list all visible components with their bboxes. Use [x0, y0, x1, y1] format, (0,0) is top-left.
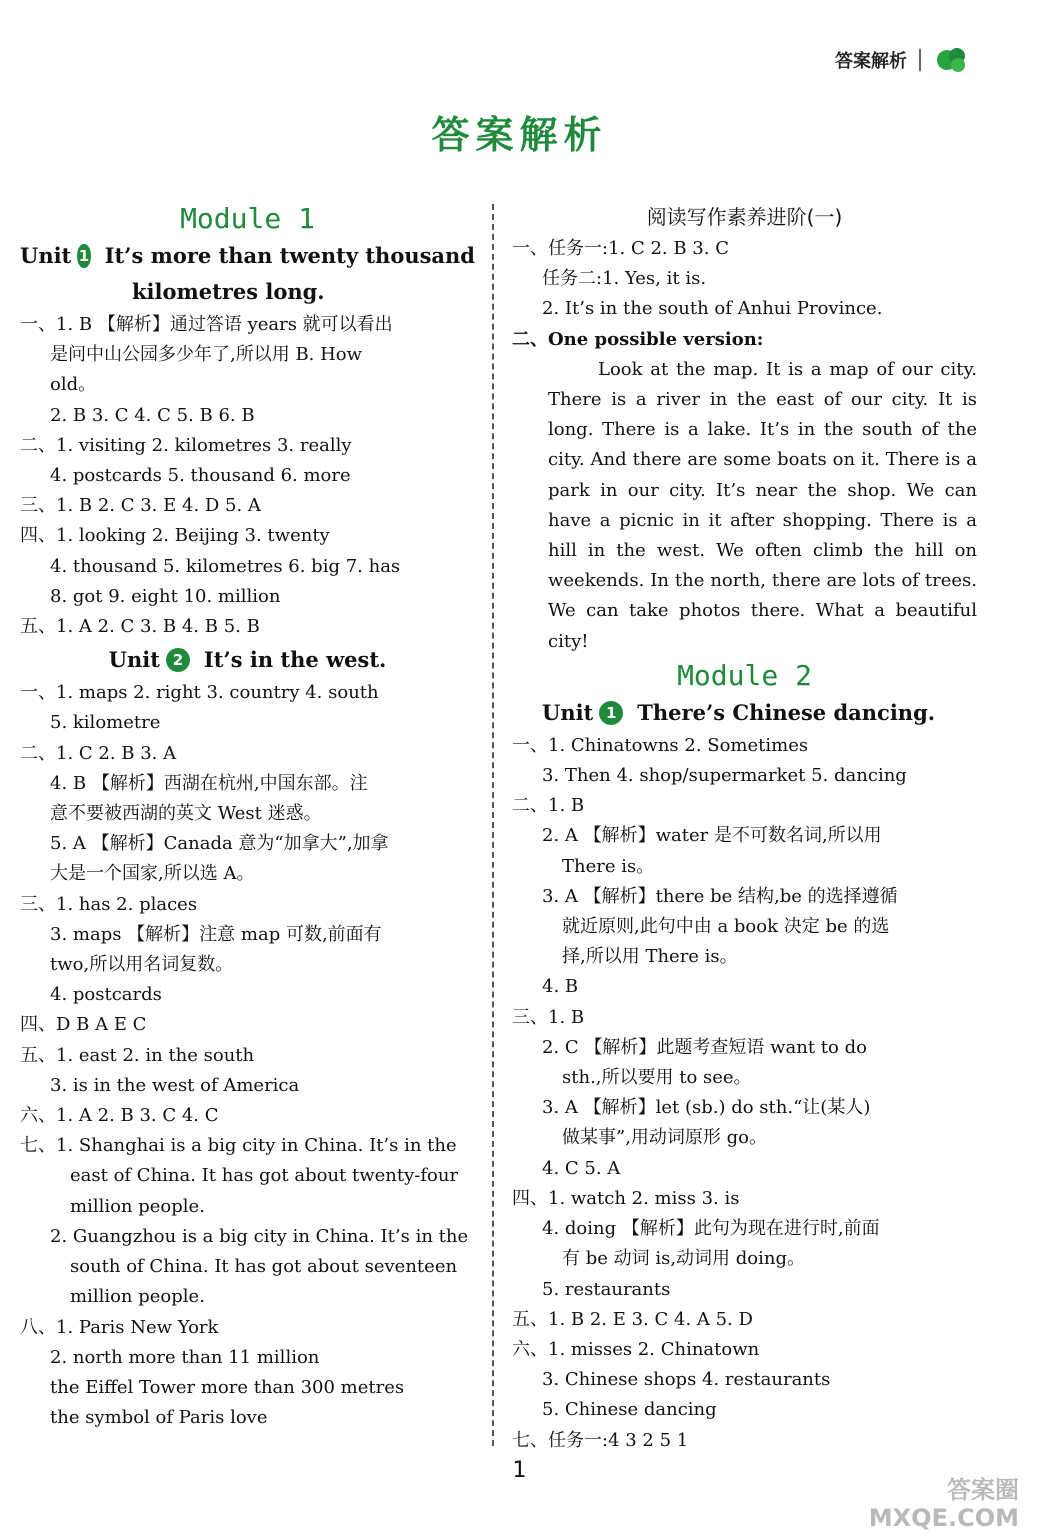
answer-line: 三、1. has 2. places: [20, 893, 198, 915]
answer-line: 2. A 【解析】water 是不可数名词,所以用: [542, 825, 882, 847]
answer-line: 2. B 3. C 4. C 5. B 6. B: [50, 404, 255, 426]
answer-line: 五、1. east 2. in the south: [20, 1044, 255, 1066]
answer-line: 3. maps 【解析】注意 map 可数,前面有: [50, 923, 382, 945]
answer-line: 2. C 【解析】此题考查短语 want to do: [542, 1036, 867, 1058]
answer-line: 3. A 【解析】there be 结构,be 的选择遵循: [542, 885, 898, 907]
answer-line: 三、1. B 2. C 3. E 4. D 5. A: [20, 495, 261, 517]
unit-number-badge: 2: [166, 648, 190, 672]
answer-line: 大是一个国家,所以选 A。: [50, 863, 255, 885]
answer-line: 六、1. A 2. B 3. C 4. C: [20, 1105, 219, 1127]
answer-line: 一、1. B 【解析】通过答语 years 就可以看出: [20, 314, 393, 335]
answer-line: 4. B: [542, 976, 579, 998]
page-header: [835, 44, 969, 76]
answer-line: 一、1. Chinatowns 2. Sometimes: [512, 734, 809, 756]
answer-line: 八、1. Paris New York: [20, 1316, 219, 1338]
answer-line: 有 be 动词 is,动词用 doing。: [562, 1248, 806, 1270]
answer-line: 4. thousand 5. kilometres 6. big 7. has: [50, 555, 401, 577]
answer-line: 3. Chinese shops 4. restaurants: [542, 1369, 831, 1391]
answer-line: 3. is in the west of America: [50, 1074, 300, 1096]
answer-line: 二、1. B: [512, 795, 585, 817]
module-2-unit-1-heading: Unit 1 There’s Chinese dancing.: [542, 699, 936, 725]
answer-line: 二、1. C 2. B 3. A: [20, 742, 177, 764]
version-label: 二、One possible version:: [512, 328, 764, 350]
answer-line: 四、D B A E C: [20, 1014, 147, 1036]
answer-line: sth.,所以要用 to see。: [562, 1067, 752, 1089]
answer-line: 五、1. A 2. C 3. B 4. B 5. B: [20, 616, 260, 638]
answer-line: 5. Chinese dancing: [542, 1399, 717, 1421]
answer-line: 2. It’s in the south of Anhui Province.: [542, 298, 883, 320]
answer-line: 四、1. watch 2. miss 3. is: [512, 1187, 740, 1209]
leaf-logo-icon: [933, 46, 969, 74]
answer-line: 4. doing 【解析】此句为现在进行时,前面: [542, 1218, 880, 1240]
answer-line: 七、1. Shanghai is a big city in China. It’s in the: [20, 1135, 457, 1157]
answer-line: 4. postcards 5. thousand 6. more: [50, 465, 351, 487]
right-column: [512, 200, 977, 1456]
unit-2-heading: Unit 2 It’s in the west.: [108, 647, 387, 673]
answer-line: 3. A 【解析】let (sb.) do sth.“让(某人): [542, 1097, 871, 1119]
answer-line: 4. postcards: [50, 984, 162, 1006]
answer-line: 做某事”,用动词原形 go。: [562, 1127, 768, 1149]
answer-line: the Eiffel Tower more than 300 metres: [50, 1376, 405, 1398]
page-number: 1: [512, 1458, 527, 1483]
answer-line: 三、1. B: [512, 1006, 585, 1028]
watermark: 答案圈 MXQE.COM: [868, 1476, 1019, 1532]
answer-line: 5. kilometre: [50, 712, 161, 734]
unit-number-badge: 1: [77, 244, 90, 268]
module-1-heading: Module 1: [180, 202, 315, 235]
unit-1-heading: Unit 1 It’s more than twenty thousand: [20, 243, 475, 268]
answer-line: 任务二:1. Yes, it is.: [542, 268, 707, 290]
answer-line: 4. B 【解析】西湖在杭州,中国东部。注: [50, 772, 368, 794]
answer-line: million people.: [70, 1286, 205, 1308]
left-column: [20, 200, 475, 1433]
answer-line: south of China. It has got about seventeen: [70, 1256, 458, 1278]
reading-writing-heading: 阅读写作素养进阶(一): [646, 205, 843, 229]
answer-line: 4. C 5. A: [542, 1157, 621, 1179]
header-title: 答案解析: [835, 51, 907, 72]
answer-line: 六、1. misses 2. Chinatown: [512, 1338, 760, 1360]
answer-line: 七、任务一:4 3 2 5 1: [512, 1429, 689, 1451]
answer-line: 3. Then 4. shop/supermarket 5. dancing: [542, 765, 907, 787]
answer-line: 意不要被西湖的英文 West 迷惑。: [50, 803, 322, 825]
answer-line: east of China. It has got about twenty-four: [70, 1165, 459, 1187]
answer-line: 五、1. B 2. E 3. C 4. A 5. D: [512, 1308, 753, 1330]
answer-line: 一、任务一:1. C 2. B 3. C: [512, 238, 729, 259]
answer-line: 一、1. maps 2. right 3. country 4. south: [20, 682, 379, 704]
module-2-heading: Module 2: [677, 658, 812, 692]
answer-line: 8. got 9. eight 10. million: [50, 585, 281, 607]
header-divider: [919, 49, 921, 71]
answer-line: old。: [50, 374, 97, 396]
answer-line: 四、1. looking 2. Beijing 3. twenty: [20, 525, 330, 547]
answer-line: 二、1. visiting 2. kilometres 3. really: [20, 434, 352, 456]
unit-1-heading-line2: kilometres long.: [132, 279, 325, 304]
answer-line: There is。: [562, 855, 655, 877]
answer-line: 2. north more than 11 million: [50, 1346, 320, 1368]
answer-line: 5. A 【解析】Canada 意为“加拿大”,加拿: [50, 833, 389, 855]
answer-line: 就近原则,此句中由 a book 决定 be 的选: [562, 916, 890, 938]
column-divider: [492, 204, 494, 1446]
unit-number-badge: 1: [599, 701, 623, 725]
answer-line: 2. Guangzhou is a big city in China. It’s in the: [50, 1225, 469, 1247]
answer-line: 是问中山公园多少年了,所以用 B. How: [50, 344, 363, 366]
answer-line: the symbol of Paris love: [50, 1407, 268, 1429]
sample-essay: Look at the map. It is a map of our city. There is a river in the east of our city. It is long. There is a lake. It’s in the south of the city. And there are some boats on it. There is a park in our city. It’s near the shop. We can have a picnic in it after shopping. There is a hill in the west. We often climb the hill on weekends. In the north, there are lots of trees. We can take photos there. What a beautiful city!: [548, 358, 977, 652]
answer-line: million people.: [70, 1195, 205, 1217]
answer-line: two,所以用名词复数。: [50, 954, 234, 976]
answer-line: 择,所以用 There is。: [562, 946, 738, 968]
page-title: 答案解析: [431, 113, 608, 157]
answer-line: 5. restaurants: [542, 1278, 671, 1300]
